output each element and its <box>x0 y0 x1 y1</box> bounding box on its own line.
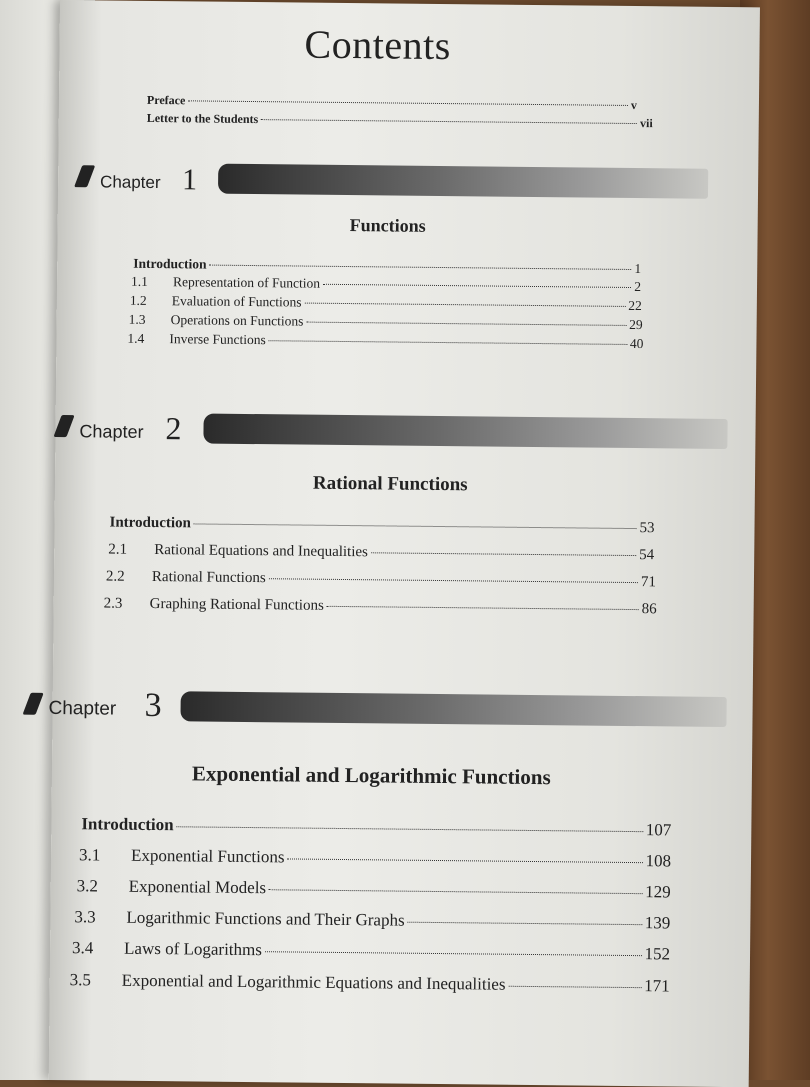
dot-leader <box>269 340 627 345</box>
entry-number: 1.1 <box>130 273 149 289</box>
entry-title: Logarithmic Functions and Their Graphs <box>126 907 405 930</box>
entry-page: 86 <box>641 601 657 618</box>
entry-title: Exponential Models <box>128 876 267 898</box>
entry-number: 3.3 <box>74 907 96 927</box>
dot-leader <box>177 826 643 832</box>
chapter-bar <box>218 164 708 199</box>
dot-leader <box>327 606 639 610</box>
chapter-bar <box>180 691 726 727</box>
toc-entry <box>81 814 671 840</box>
entry-number: 1.2 <box>129 292 147 308</box>
entry-page: 29 <box>629 316 643 333</box>
dot-leader <box>305 303 626 307</box>
entry-number: 3.5 <box>69 970 92 990</box>
toc-entry <box>131 274 641 295</box>
dot-leader <box>269 578 638 583</box>
toc-entry <box>79 845 671 871</box>
entry-title: Laws of Logarithms <box>123 938 263 960</box>
chapter-1-title: Functions <box>349 215 426 236</box>
dot-leader <box>287 858 642 863</box>
entry-title: Inverse Functions <box>169 331 266 348</box>
toc-entry <box>130 293 642 314</box>
chapter-bar <box>203 414 727 449</box>
dot-leader <box>265 951 642 956</box>
chapter-number: 3 <box>144 686 162 725</box>
contents-page <box>49 0 760 1087</box>
entry-number: 1.3 <box>128 311 146 327</box>
entry-title: Preface <box>146 92 186 108</box>
entry-number: 1.4 <box>127 330 145 346</box>
dot-leader <box>269 889 642 894</box>
entry-title: Rational Functions <box>151 568 266 587</box>
chapter-slash-mark <box>53 415 74 437</box>
toc-entry <box>106 569 656 592</box>
entry-title: Exponential Functions <box>130 845 285 867</box>
entry-title: Representation of Function <box>172 274 321 291</box>
chapter-label: Chapter <box>99 172 161 193</box>
dot-leader <box>210 265 632 270</box>
entry-title: Evaluation of Functions <box>171 293 302 310</box>
toc-entry <box>77 876 671 902</box>
entry-number: 2.2 <box>105 568 125 585</box>
chapter-1-banner <box>78 160 738 201</box>
entry-title: Rational Equations and Inequalities <box>154 542 369 561</box>
chapter-number: 2 <box>165 410 182 447</box>
entry-page: 2 <box>634 279 642 295</box>
chapter-2-banner <box>57 410 717 451</box>
entry-page: 22 <box>628 297 642 314</box>
entry-page: 53 <box>639 520 655 537</box>
chapter-number: 1 <box>181 163 198 197</box>
entry-number: 3.1 <box>78 845 101 865</box>
entry-page: 108 <box>645 851 672 871</box>
entry-page: 152 <box>644 944 671 964</box>
entry-page: 71 <box>640 574 657 591</box>
dot-leader <box>306 322 626 326</box>
toc-entry <box>70 970 670 996</box>
dot-leader <box>408 922 642 925</box>
entry-title: Introduction <box>81 814 174 835</box>
chapter-2-title: Rational Functions <box>312 472 468 496</box>
dot-leader <box>188 100 628 106</box>
dot-leader <box>371 552 636 556</box>
entry-title: Operations on Functions <box>170 312 304 329</box>
entry-page: 129 <box>645 882 671 902</box>
chapter-label: Chapter <box>48 697 117 720</box>
toc-front-matter-preface <box>147 93 637 113</box>
entry-number: 3.2 <box>76 876 99 896</box>
dot-leader <box>194 523 637 529</box>
entry-page: vii <box>639 116 653 131</box>
entry-page: v <box>630 97 638 113</box>
entry-title: Introduction <box>109 514 192 532</box>
entry-page: 107 <box>645 820 672 840</box>
entry-title: Introduction <box>133 255 207 272</box>
chapter-3-title: Exponential and Logarithmic Functions <box>191 761 551 790</box>
chapter-3-banner <box>26 688 686 729</box>
entry-page: 40 <box>629 335 644 352</box>
dot-leader <box>261 119 637 124</box>
toc-entry <box>74 907 670 933</box>
toc-entry <box>109 515 654 538</box>
entry-title: Letter to the Students <box>146 110 259 127</box>
dot-leader <box>323 284 631 288</box>
entry-page: 1 <box>634 261 642 277</box>
toc-front-matter-letter <box>147 111 653 131</box>
toc-entry <box>127 331 643 352</box>
entry-title: Exponential and Logarithmic Equations and Inequalities <box>121 970 506 994</box>
entry-page: 139 <box>644 913 671 933</box>
chapter-slash-mark <box>74 165 95 187</box>
toc-entry <box>108 542 654 565</box>
entry-title: Graphing Rational Functions <box>149 595 324 614</box>
page-title: Contents <box>304 21 452 69</box>
entry-page: 54 <box>639 547 655 564</box>
toc-entry <box>104 595 657 618</box>
entry-page: 171 <box>644 976 670 996</box>
chapter-label: Chapter <box>79 421 144 442</box>
dot-leader <box>509 986 642 988</box>
entry-number: 2.3 <box>103 595 123 612</box>
entry-number: 2.1 <box>108 541 128 558</box>
toc-entry <box>129 312 643 333</box>
toc-entry <box>72 938 670 964</box>
entry-number: 3.4 <box>71 938 94 958</box>
